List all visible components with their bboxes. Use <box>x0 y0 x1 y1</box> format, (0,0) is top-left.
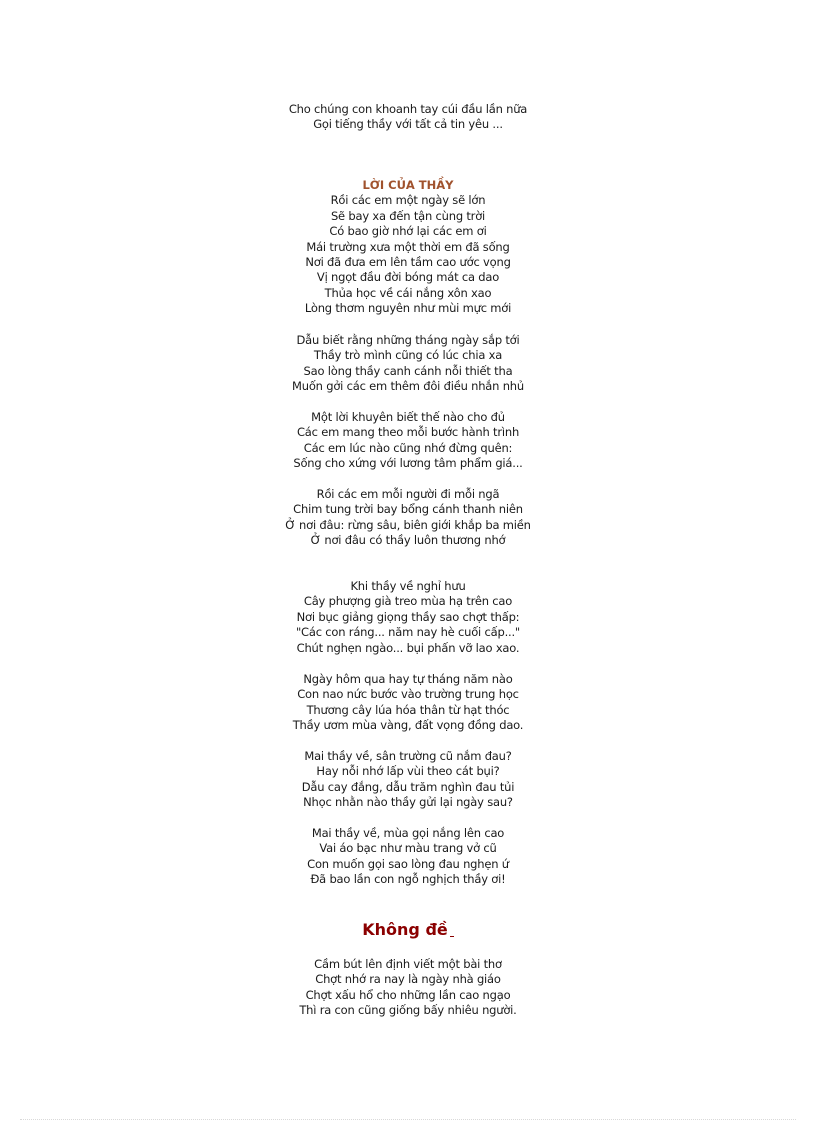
poem-loi-cua-thay-stanza-2 <box>208 333 608 395</box>
verse-line: Nơi bục giảng giọng thầy sao chợt thấp: <box>296 609 520 624</box>
poem-khi-thay-ve <box>208 579 608 656</box>
verse-line: Mai thầy về, mùa gọi nắng lên cao <box>311 826 505 840</box>
intro-line: Cho chúng con khoanh tay cúi đầu lần nữa <box>288 102 528 116</box>
verse-line: Hay nỗi nhớ lấp vùi theo cát bụi? <box>316 764 500 779</box>
verse-line: Con muốn gọi sao lòng đau nghẹn ứ <box>307 856 509 871</box>
verse-line: Một lời khuyên biết thế nào cho đủ <box>311 410 505 424</box>
poem-loi-cua-thay-stanza-3 <box>208 410 608 472</box>
verse-line: Chợt xấu hổ cho những lần cao ngạo <box>305 987 511 1002</box>
verse-line: Sao lòng thầy canh cánh nỗi thiết tha <box>303 363 513 378</box>
verse-line: Dẫu biết rằng những tháng ngày sắp tới <box>296 333 520 347</box>
verse-line: Ở nơi đâu có thầy luôn thương nhớ <box>310 533 506 548</box>
verse-line: Vai áo bạc như màu trang vở cũ <box>319 841 497 856</box>
verse-line: Cây phượng già treo mùa hạ trên cao <box>303 594 513 609</box>
verse-line: Các em mang theo mỗi bước hành trình <box>296 425 520 440</box>
page-bottom-divider <box>20 1119 796 1120</box>
verse-line: Sẽ bay xa đến tận cùng trời <box>330 208 486 223</box>
poem-khi-thay-ve-stanza-4 <box>208 826 608 888</box>
verse-line: Mai thầy về, sân trường cũ nắm đau? <box>304 749 512 763</box>
verse-line: Chút nghẹn ngào... bụi phấn vỡ lao xao. <box>296 640 520 655</box>
poem-khi-thay-ve-stanza-3 <box>208 749 608 811</box>
verse-line: Nhọc nhằn nào thầy gửi lại ngày sau? <box>303 795 513 810</box>
verse-line: Đã bao lần con ngỗ nghịch thầy ơi! <box>310 872 506 887</box>
verse-line: Vị ngọt đầu đời bóng mát ca dao <box>316 270 500 285</box>
verse-line: Khi thầy về nghỉ hưu <box>350 579 466 593</box>
verse-line: Thương cây lúa hóa thân từ hạt thóc <box>306 702 510 717</box>
verse-line: Muốn gởi các em thêm đôi điều nhắn nhủ <box>292 379 524 394</box>
intro-block <box>208 102 608 133</box>
verse-line: Rồi các em một ngày sẽ lớn <box>330 193 486 208</box>
poem-loi-cua-thay <box>208 178 608 317</box>
poem-title-text: Không đề <box>362 920 448 939</box>
poem-khong-de-stanza-1 <box>208 957 608 1019</box>
verse-line: Thì ra con cũng giống bấy nhiêu người. <box>299 1003 517 1018</box>
underscore-mark <box>450 936 454 937</box>
verse-line: Chợt nhớ ra nay là ngày nhà giáo <box>315 972 501 987</box>
verse-line: Thủa học về cái nắng xôn xao <box>324 285 492 300</box>
verse-line: Ở nơi đâu: rừng sâu, biên giới khắp ba miền <box>285 517 531 532</box>
verse-line: Chim tung trời bay bổng cánh thanh niên <box>293 502 523 517</box>
verse-line: Ngày hôm qua hay tự tháng năm nào <box>303 672 513 686</box>
verse-line: Thầy trò mình cũng có lúc chia xa <box>313 348 503 363</box>
intro-line: Gọi tiếng thầy với tất cả tin yêu ... <box>313 117 503 132</box>
verse-line: Nơi đã đưa em lên tầm cao ước vọng <box>305 255 511 270</box>
verse-line: Cầm bút lên định viết một bài thơ <box>314 957 502 971</box>
verse-line: Thầy ươm mùa vàng, đất vọng đồng dao. <box>292 718 524 733</box>
poem-khi-thay-ve-stanza-2 <box>208 672 608 734</box>
poem-loi-cua-thay-stanza-4 <box>208 487 608 549</box>
verse-line: Rồi các em mỗi người đi mỗi ngã <box>316 487 500 501</box>
poem-title <box>208 920 608 940</box>
poem-title: LỜI CỦA THẦY <box>362 178 454 192</box>
poem-khong-de <box>208 920 608 940</box>
verse-line: Lòng thơm nguyên như mùi mực mới <box>304 301 512 316</box>
verse-line: Các em lúc nào cũng nhớ đừng quên: <box>303 440 513 455</box>
verse-line: Có bao giờ nhớ lại các em ơi <box>329 224 487 239</box>
verse-line: "Các con ráng... năm nay hè cuối cấp..." <box>295 625 521 640</box>
verse-line: Dẫu cay đắng, dẫu trăm nghìn đau tủi <box>301 779 515 794</box>
verse-line: Mái trường xưa một thời em đã sống <box>306 239 510 254</box>
verse-line: Sống cho xứng với lương tâm phẩm giá... <box>293 456 523 471</box>
verse-line: Con nao nức bước vào trường trung học <box>297 687 519 702</box>
